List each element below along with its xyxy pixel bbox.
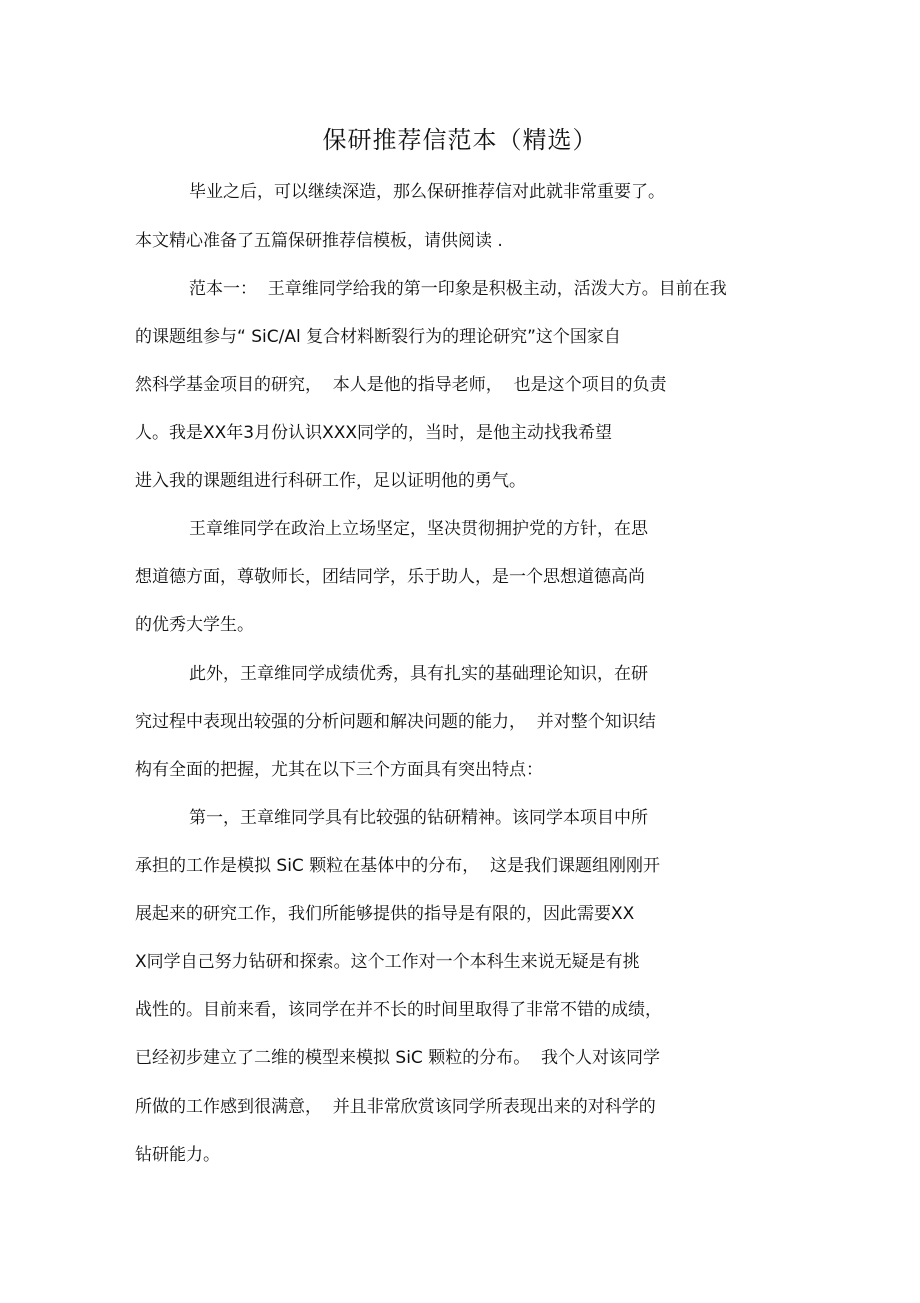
paragraph-line: 进入我的课题组进行科研工作，足以证明他的勇气。 [135, 471, 526, 491]
paragraph-line: 战性的。目前来看，该同学在并不长的时间里取得了非常不错的成绩， [135, 1000, 662, 1020]
paragraph-line: 人。我是XX年3月份认识XXX同学的，当时，是他主动找我希望 [135, 423, 613, 443]
paragraph-line: 的课题组参与“ SiC/Al 复合材料断裂行为的理论研究”这个国家自 [135, 327, 621, 347]
paragraph-line: 钻研能力。 [135, 1145, 220, 1165]
paragraph-line: 的优秀大学生。 [135, 615, 254, 635]
paragraph-line: 承担的工作是模拟 SiC 颗粒在基体中的分布， 这是我们课题组刚刚开 [135, 856, 660, 876]
paragraph-line: 所做的工作感到很满意， 并且非常欣赏该同学所表现出来的对科学的 [135, 1097, 656, 1117]
paragraph-line: 究过程中表现出较强的分析问题和解决问题的能力， 并对整个知识结 [135, 712, 656, 732]
paragraph-line: 展起来的研究工作，我们所能够提供的指导是有限的，因此需要XX [135, 904, 635, 924]
paragraph-line: X同学自己努力钻研和探索。这个工作对一个本科生来说无疑是有挑 [135, 952, 640, 972]
paragraph-line: 范本一： 王章维同学给我的第一印象是积极主动，活泼大方。目前在我 [189, 279, 727, 299]
paragraph-line: 此外，王章维同学成绩优秀，具有扎实的基础理论知识，在研 [189, 664, 648, 684]
paragraph-line: 本文精心准备了五篇保研推荐信模板，请供阅读 . [135, 231, 503, 251]
paragraph-line: 毕业之后，可以继续深造，那么保研推荐信对此就非常重要了。 [189, 182, 665, 202]
paragraph-line: 王章维同学在政治上立场坚定，坚决贯彻拥护党的方针，在思 [189, 519, 648, 539]
paragraph-line: 然科学基金项目的研究， 本人是他的指导老师， 也是这个项目的负责 [135, 375, 667, 395]
paragraph-line: 第一，王章维同学具有比较强的钻研精神。该同学本项目中所 [189, 808, 648, 828]
document-title: 保研推荐信范本（精选） [322, 126, 598, 154]
paragraph-line: 已经初步建立了二维的模型来模拟 SiC 颗粒的分布。 我个人对该同学 [135, 1048, 660, 1068]
paragraph-line: 想道德方面，尊敬师长，团结同学，乐于助人，是一个思想道德高尚 [135, 567, 645, 587]
paragraph-line: 构有全面的把握，尤其在以下三个方面具有突出特点： [135, 760, 543, 780]
